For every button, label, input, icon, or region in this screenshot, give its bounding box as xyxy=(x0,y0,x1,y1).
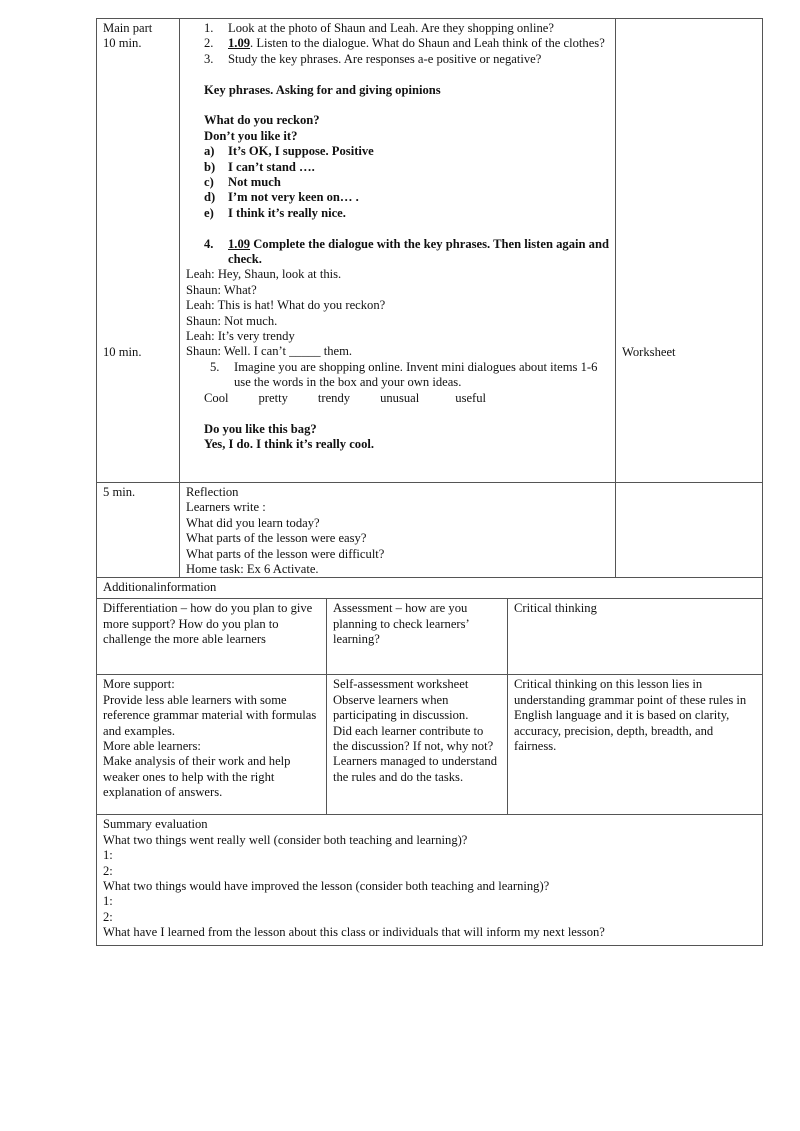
reflection-line: Learners write : xyxy=(186,500,266,515)
word-item: pretty xyxy=(258,390,288,405)
summary-line: What two things would have improved the lesson (consider both teaching and learning)? xyxy=(103,879,550,894)
question-2: Don’t you like it? xyxy=(204,128,298,143)
word-box xyxy=(186,391,609,406)
reflection-line: What parts of the lesson were easy? xyxy=(186,531,367,546)
summary-line: What have I learned from the lesson about this class or individuals that will inform my next lesson? xyxy=(103,925,605,940)
reflection-content-cell xyxy=(180,483,616,578)
key-phrases-title: Key phrases. Asking for and giving opinions xyxy=(204,82,441,97)
additional-title: Additionalinformation xyxy=(97,578,763,599)
additional-table xyxy=(96,577,763,946)
example-answer: Yes, I do. I think it’s really cool. xyxy=(204,436,375,451)
reflection-line: Home task: Ex 6 Activate. xyxy=(186,562,319,577)
phrase-b: b) I can’t stand …. xyxy=(204,159,315,174)
audio-code: 1.09 xyxy=(228,36,251,51)
reflection-line: Reflection xyxy=(186,485,239,499)
main-time-cell xyxy=(97,19,180,483)
lesson-plan-sheet xyxy=(96,18,762,946)
dialogue-line: Shaun: Not much. xyxy=(186,313,278,328)
additional-header-row xyxy=(97,599,763,675)
reflection-resource-cell xyxy=(616,483,763,578)
additional-body-row xyxy=(97,675,763,815)
task-1: 1. Look at the photo of Shaun and Leah. Are they shopping online? xyxy=(204,21,554,35)
dialogue-line: Shaun: Well. I can’t _____ them. xyxy=(186,344,353,359)
phrase-d: d) I’m not very keen on… . xyxy=(204,190,359,205)
summary-row xyxy=(97,815,763,946)
differentiation-header: Differentiation – how do you plan to give more support? How do you plan to challenge the more able learners xyxy=(97,599,327,675)
reflection-row xyxy=(97,483,763,578)
summary-line: Summary evaluation xyxy=(103,817,208,832)
main-part-label: Main part xyxy=(103,21,153,35)
task-5: 5. Imagine you are shopping online. Invent mini dialogues about items 1-6 use the words in the box and your own ideas. xyxy=(210,359,598,390)
word-item: Cool xyxy=(204,390,229,405)
task-4: 4. 1.09 Complete the dialogue with the key phrases. Then listen again and check. xyxy=(204,236,609,267)
resources-cell xyxy=(616,19,763,483)
dialogue-line: Leah: Hey, Shaun, look at this. xyxy=(186,267,342,282)
assessment-body: Self-assessment worksheet Observe learners when participating in discussion. Did each learner contribute to the discussion? If not, why not? Learners managed to understand the rules and do the tasks. xyxy=(327,675,508,815)
assessment-header: Assessment – how are you planning to check learners’ learning? xyxy=(327,599,508,675)
additional-title-row xyxy=(97,578,763,599)
reflection-line: What parts of the lesson were difficult? xyxy=(186,546,385,561)
dialogue-line: Shaun: What? xyxy=(186,282,257,297)
summary-line: 1: xyxy=(103,848,113,863)
reflection-line: What did you learn today? xyxy=(186,515,320,530)
second-minutes: 10 min. xyxy=(103,345,142,359)
summary-line: 2: xyxy=(103,909,113,924)
phrase-e: e) I think it’s really nice. xyxy=(204,205,346,220)
phrase-a: a) It’s OK, I suppose. Positive xyxy=(204,144,374,159)
differentiation-body: More support: Provide less able learners with some reference grammar material with formulas and examples. More able learners: Make analysis of their work and help weaker ones to help with the right explanation of answers. xyxy=(97,675,327,815)
resource-worksheet: Worksheet xyxy=(622,345,676,359)
lesson-plan-table xyxy=(96,18,763,578)
main-part-row xyxy=(97,19,763,483)
critical-thinking-body: Critical thinking on this lesson lies in understanding grammar point of these rules in English language and it is based on clarity, accuracy, precision, depth, breadth, and fairness. xyxy=(508,675,763,815)
word-item: trendy xyxy=(317,390,351,405)
reflection-minutes: 5 min. xyxy=(103,485,136,499)
main-part-minutes: 10 min. xyxy=(103,36,142,51)
dialogue-line: Leah: This is hat! What do you reckon? xyxy=(186,298,386,313)
word-item: useful xyxy=(455,390,487,405)
summary-line: 2: xyxy=(103,863,113,878)
critical-thinking-header: Critical thinking xyxy=(508,599,763,675)
question-1: What do you reckon? xyxy=(204,113,320,128)
phrase-c: c) Not much xyxy=(204,175,281,190)
task-2: 2. 1.09. Listen to the dialogue. What do Shaun and Leah think of the clothes? xyxy=(204,36,605,51)
summary-line: 1: xyxy=(103,894,113,909)
task-3: 3. Study the key phrases. Are responses a-e positive or negative? xyxy=(204,51,542,66)
example-question: Do you like this bag? xyxy=(204,421,317,436)
dialogue-line: Leah: It’s very trendy xyxy=(186,329,295,344)
reflection-time-cell xyxy=(97,483,180,578)
word-item: unusual xyxy=(380,390,420,405)
summary-line: What two things went really well (consider both teaching and learning)? xyxy=(103,832,468,847)
main-content-cell xyxy=(180,19,616,483)
summary-cell xyxy=(97,815,763,946)
